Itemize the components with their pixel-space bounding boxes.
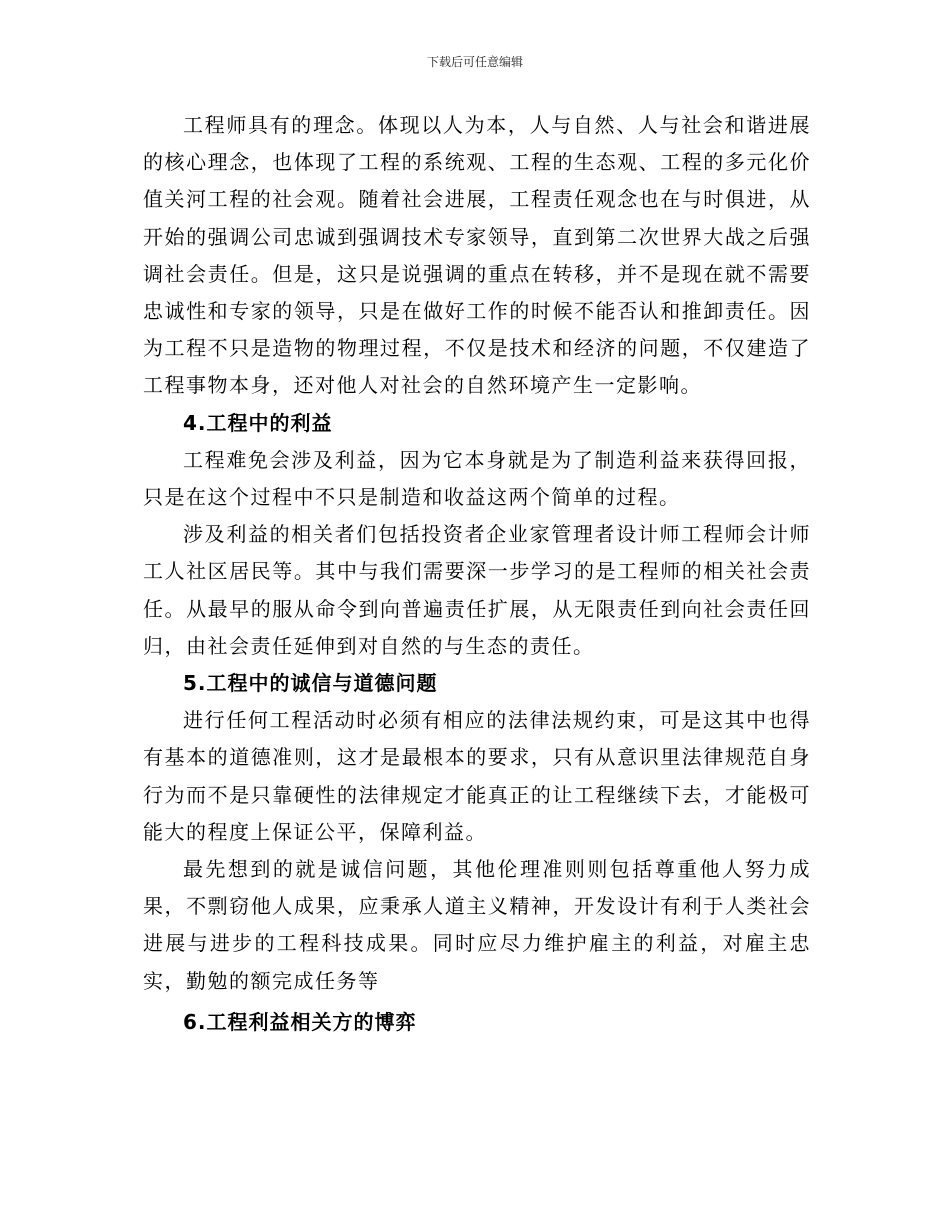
document-body: [143, 107, 811, 1041]
section-5-heading: 5.工程中的诚信与道德问题: [183, 671, 438, 696]
section-6-heading: 6.工程利益相关方的博弈: [183, 1009, 417, 1034]
section-5-paragraph-1: 进行任何工程活动时必须有相应的法律法规约束，可是这其中也得有基本的道德准则，这才是最根本的要求，只有从意识里法律规范自身行为而不是只靠硬性的法律规定才能真正的让工程继续下去，才能极可能大的程度上保证公平，保障利益。: [143, 708, 811, 844]
section-4-paragraph-2: 涉及利益的相关者们包括投资者企业家管理者设计师工程师会计师工人社区居民等。其中与我们需要深一步学习的是工程师的相关社会责任。从最早的服从命令到向普遍责任扩展，从无限责任到向社会责任回归，由社会责任延伸到对自然的与生态的责任。: [143, 522, 811, 658]
section-4-paragraph-1: 工程难免会涉及利益，因为它本身就是为了制造利益来获得回报，只是在这个过程中不只是制造和收益这两个简单的过程。: [143, 447, 811, 510]
page-header: 下载后可任意编辑: [426, 55, 523, 69]
section-5-paragraph-2: 最先想到的就是诚信问题，其他伦理准则则包括尊重他人努力成果，不剽窃他人成果，应秉承人道主义精神，开发设计有利于人类社会进展与进步的工程科技成果。同时应尽力维护雇主的利益，对雇主忠实，勤勉的额完成任务等: [143, 857, 811, 993]
section-4-heading: 4.工程中的利益: [183, 410, 333, 435]
intro-paragraph: 工程师具有的理念。体现以人为本，人与自然、人与社会和谐进展的核心理念，也体现了工程的系统观、工程的生态观、工程的多元化价值关河工程的社会观。随着社会进展，工程责任观念也在与时俱进，从开始的强调公司忠诚到强调技术专家领导，直到第二次世界大战之后强调社会责任。但是，这只是说强调的重点在转移，并不是现在就不需要忠诚性和专家的领导，只是在做好工作的时候不能否认和推卸责任。因为工程不只是造物的物理过程，不仅是技术和经济的问题，不仅建造了工程事物本身，还对他人对社会的自然环境产生一定影响。: [143, 113, 811, 398]
